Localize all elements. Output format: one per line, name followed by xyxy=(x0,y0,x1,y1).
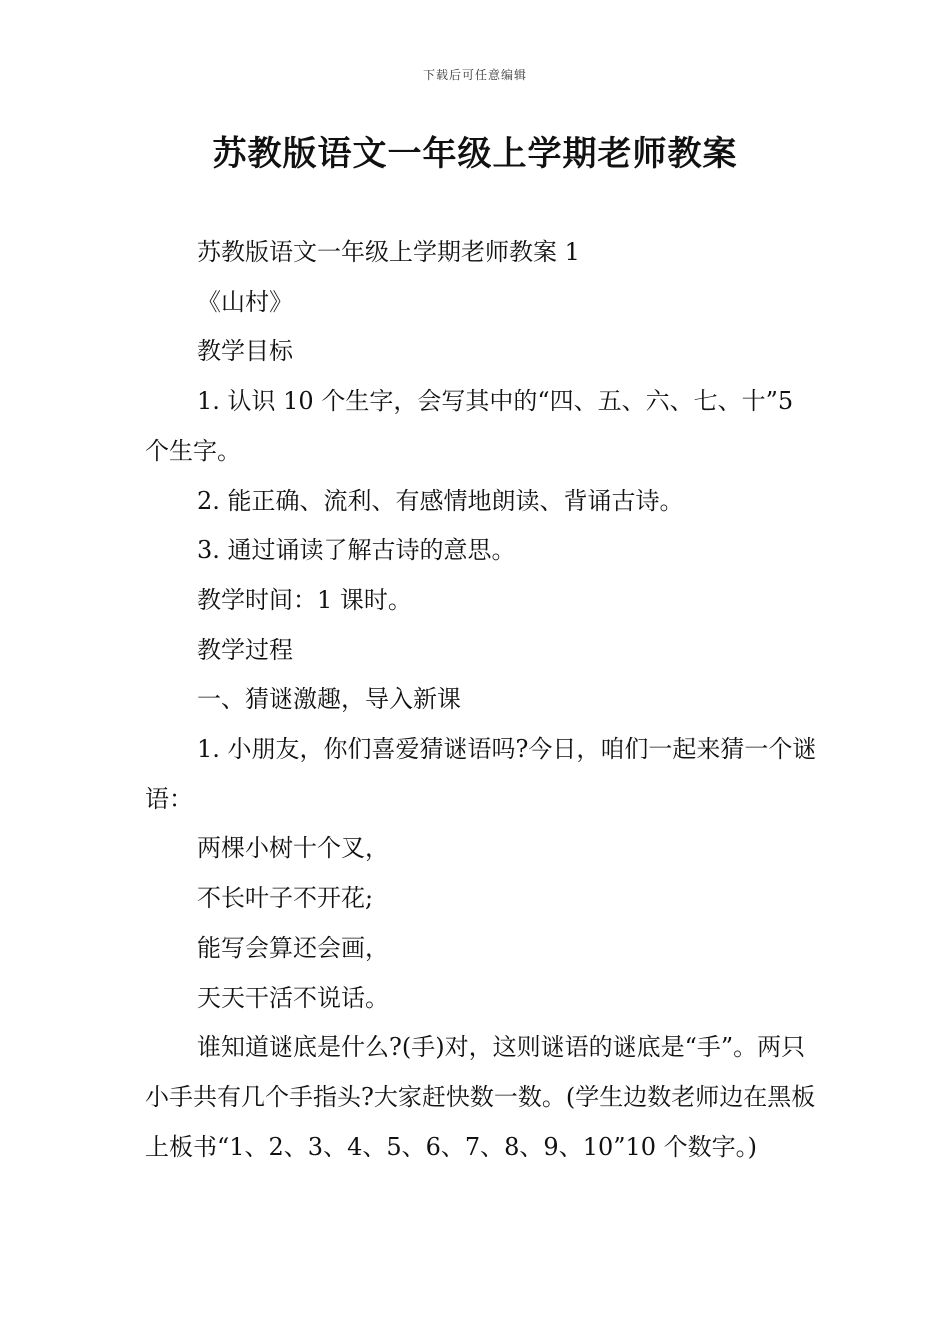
paragraph-step-1-intro: 1. 小朋友，你们喜爱猜谜语吗?今日，咱们一起来猜一个谜语： xyxy=(145,735,817,813)
paragraph-riddle-line-3: 能写会算还会画， xyxy=(197,933,389,962)
paragraph-goal-3: 3. 通过诵读了解古诗的意思。 xyxy=(197,536,516,565)
paragraph-step-1-heading: 一、猜谜激趣，导入新课 xyxy=(197,685,461,714)
header-note: 下载后可任意编辑 xyxy=(422,68,527,82)
paragraph-poem-title: 《山村》 xyxy=(197,287,293,316)
paragraph-riddle-line-2: 不长叶子不开花; xyxy=(197,884,374,913)
paragraph-section-process: 教学过程 xyxy=(197,635,293,664)
paragraph-riddle-line-1: 两棵小树十个叉， xyxy=(197,834,389,863)
document-body xyxy=(145,228,820,1172)
paragraph-goal-2: 2. 能正确、流利、有感情地朗读、背诵古诗。 xyxy=(197,486,684,515)
paragraph-riddle-line-4: 天天干活不说话。 xyxy=(197,983,389,1012)
paragraph-teaching-time: 教学时间：1 课时。 xyxy=(197,585,412,614)
paragraph-lesson-heading: 苏教版语文一年级上学期老师教案 1 xyxy=(197,238,580,266)
paragraph-section-goals: 教学目标 xyxy=(197,337,293,366)
paragraph-riddle-answer: 谁知道谜底是什么?(手)对，这则谜语的谜底是“手”。两只小手共有几个手指头?大家赶快数一数。(学生边数老师边在黑板上板书“1、2、3、4、5、6、7、8、9、10”10 个数字。) xyxy=(145,1033,816,1161)
document-title: 苏教版语文一年级上学期老师教案 xyxy=(212,134,738,174)
paragraph-goal-1: 1. 认识 10 个生字，会写其中的“四、五、六、七、十”5 个生字。 xyxy=(145,387,794,465)
